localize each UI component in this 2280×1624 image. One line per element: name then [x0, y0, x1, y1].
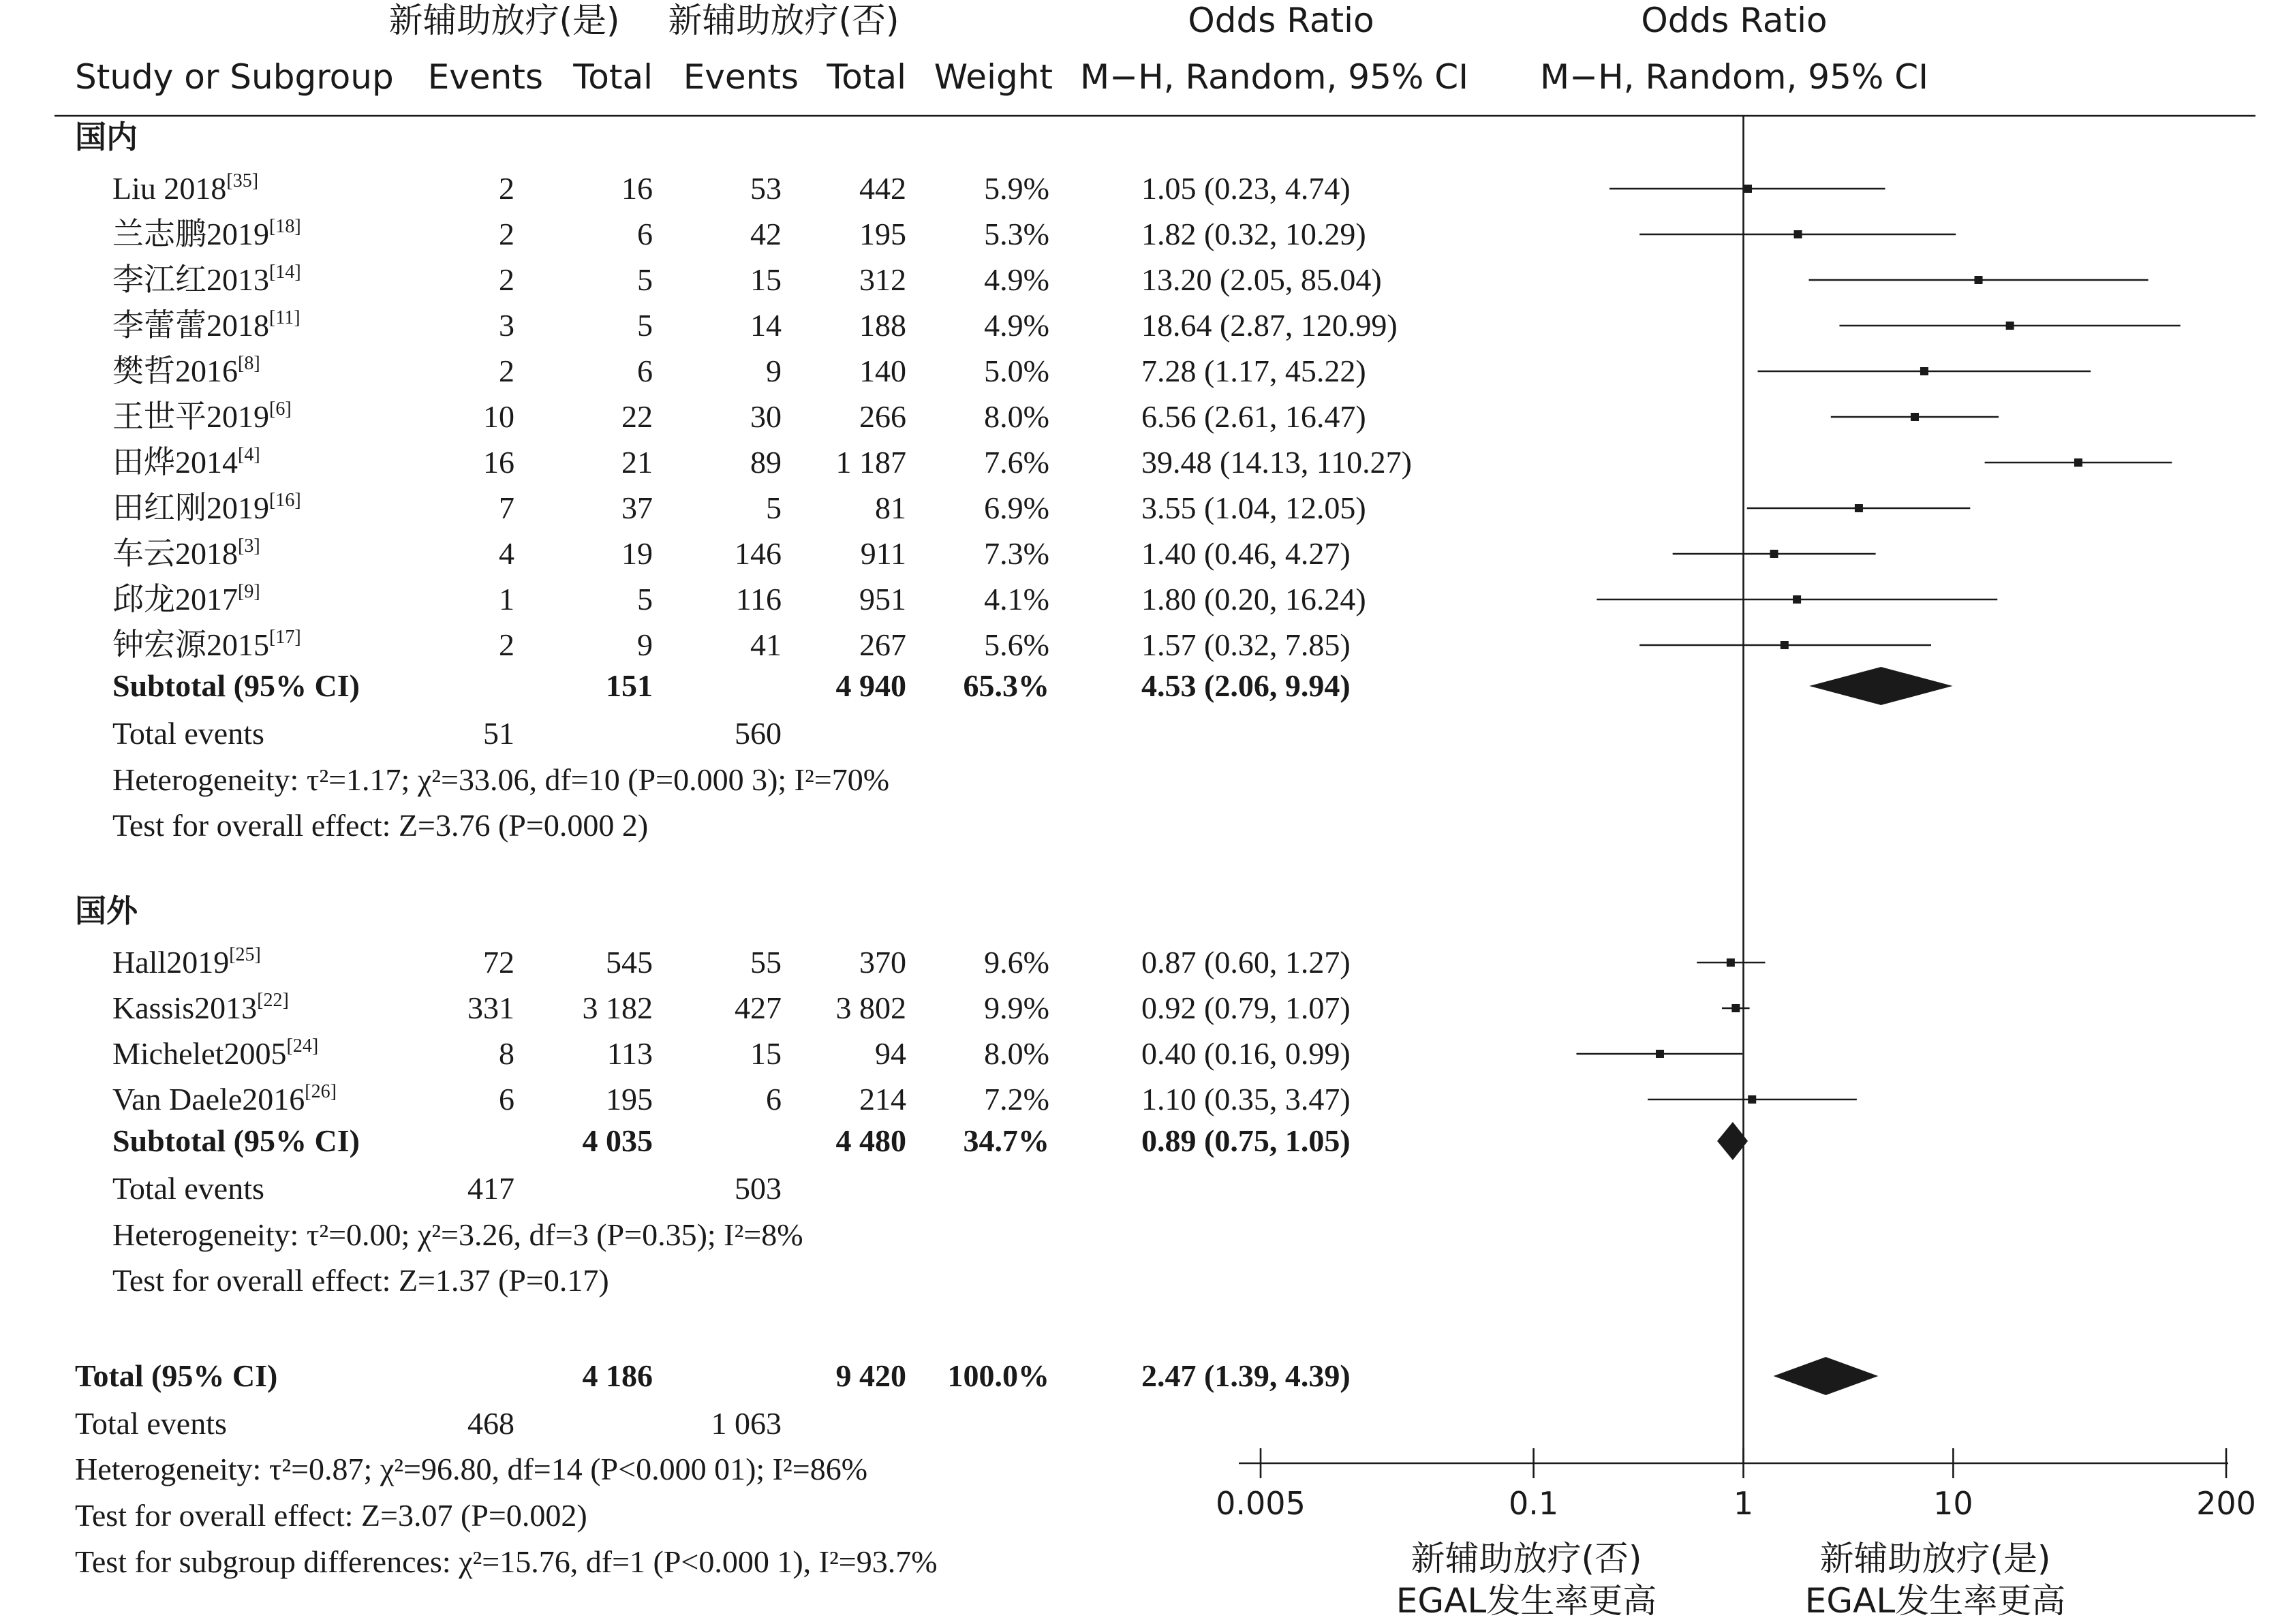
- header-group-yes: 新辅助放疗(是): [388, 1, 620, 40]
- study-row-13: [112, 1035, 1742, 1071]
- subgroup-heading: 国内: [75, 119, 138, 155]
- cell-e1: 2: [499, 171, 514, 206]
- study-label: [112, 399, 292, 434]
- summary-or-ci: 4.53 (2.06, 9.94): [1141, 668, 1351, 703]
- cell-t2: 442: [859, 171, 906, 206]
- summary-label: Subtotal (95% CI): [112, 668, 360, 703]
- favours-right-label: EGAL发生率更高: [1804, 1581, 2066, 1621]
- cell-t2: 266: [859, 399, 906, 434]
- cell-or-ci: 1.10 (0.35, 3.47): [1141, 1082, 1351, 1116]
- cell-t1: 6: [637, 354, 653, 388]
- study-label: [112, 990, 289, 1025]
- cell-weight: 9.6%: [984, 945, 1049, 980]
- cell-e1: 3: [499, 308, 514, 343]
- study-ref: [11]: [269, 307, 301, 328]
- study-row-9: [112, 581, 1997, 616]
- study-name: Michelet2005: [112, 1036, 287, 1071]
- favours-right-label: 新辅助放疗(是): [1819, 1539, 2051, 1578]
- subgroup-heading: 国外: [75, 892, 138, 929]
- cell-t2: 370: [859, 945, 906, 980]
- study-ref: [4]: [238, 444, 260, 465]
- study-name: 田烨2014: [112, 445, 238, 480]
- overall-total-row: [75, 1357, 1878, 1395]
- study-name: 兰志鹏2019: [112, 217, 269, 251]
- cell-t2: 81: [875, 490, 906, 525]
- study-label: [112, 1081, 337, 1116]
- cell-t1: 37: [621, 490, 653, 525]
- study-name: 王世平2019: [112, 399, 269, 434]
- study-name: 李蕾蕾2018: [112, 308, 269, 343]
- summary-weight: 65.3%: [963, 668, 1049, 703]
- cell-e2: 41: [750, 627, 782, 662]
- header-col-weight: Weight: [934, 57, 1053, 97]
- header-col-events-no: Events: [683, 57, 799, 97]
- favours-left-label: EGAL发生率更高: [1396, 1581, 1657, 1621]
- study-name: 李江红2013: [112, 262, 269, 297]
- study-row-6: [112, 444, 2172, 480]
- cell-or-ci: 1.57 (0.32, 7.85): [1141, 627, 1351, 662]
- or-point-marker: [1920, 367, 1928, 375]
- subgroup-difference-text: Test for subgroup differences: χ²=15.76, df=1 (P<0.000 1), I²=93.7%: [75, 1544, 938, 1579]
- cell-e1: 331: [467, 990, 514, 1025]
- total-events-no: 503: [735, 1171, 782, 1206]
- cell-weight: 6.9%: [984, 490, 1049, 525]
- study-name: 车云2018: [112, 536, 238, 571]
- summary-diamond: [1774, 1357, 1879, 1395]
- or-point-marker: [2074, 458, 2082, 467]
- cell-weight: 9.9%: [984, 990, 1049, 1025]
- cell-e2: 42: [750, 217, 782, 251]
- cell-t2: 312: [859, 262, 906, 297]
- subtotal-row: [112, 1122, 1748, 1160]
- cell-e1: 10: [483, 399, 514, 434]
- cell-e1: 7: [499, 490, 514, 525]
- cell-e2: 30: [750, 399, 782, 434]
- cell-e2: 116: [735, 582, 782, 616]
- summary-weight: 100.0%: [947, 1358, 1049, 1393]
- cell-t2: 94: [875, 1036, 906, 1071]
- study-ref: [24]: [286, 1035, 319, 1057]
- header-or-title: Odds Ratio: [1188, 1, 1374, 40]
- cell-e2: 14: [750, 308, 782, 343]
- cell-e1: 8: [499, 1036, 514, 1071]
- cell-e1: 1: [499, 582, 514, 616]
- study-ref: [6]: [269, 399, 292, 420]
- cell-weight: 7.3%: [984, 536, 1049, 571]
- cell-t2: 267: [859, 627, 906, 662]
- study-label: [112, 307, 301, 343]
- cell-weight: 5.6%: [984, 627, 1049, 662]
- overall-effect-text: Test for overall effect: Z=1.37 (P=0.17): [112, 1263, 609, 1298]
- overall-heterogeneity-text: Heterogeneity: τ²=0.87; χ²=96.80, df=14 (P<0.000 01); I²=86%: [75, 1452, 868, 1486]
- cell-weight: 7.2%: [984, 1082, 1049, 1116]
- cell-e1: 4: [499, 536, 514, 571]
- cell-or-ci: 1.40 (0.46, 4.27): [1141, 536, 1351, 571]
- study-row-14: [112, 1081, 1857, 1116]
- cell-e1: 2: [499, 262, 514, 297]
- overall-effect-text: Test for overall effect: Z=3.76 (P=0.000 2): [112, 808, 649, 843]
- cell-e2: 146: [735, 536, 782, 571]
- cell-t1: 3 182: [582, 990, 653, 1025]
- or-point-marker: [1975, 276, 1983, 284]
- cell-or-ci: 6.56 (2.61, 16.47): [1141, 399, 1366, 434]
- study-ref: [26]: [305, 1081, 337, 1102]
- study-name: 樊哲2016: [112, 354, 238, 388]
- study-name: Liu 2018: [112, 171, 227, 206]
- study-label: [112, 944, 261, 980]
- summary-or-ci: 2.47 (1.39, 4.39): [1141, 1358, 1351, 1393]
- study-label: [112, 490, 301, 525]
- header-col-total-no: Total: [827, 57, 906, 97]
- summary-t1: 4 035: [582, 1123, 653, 1158]
- or-point-marker: [1727, 958, 1735, 967]
- cell-or-ci: 3.55 (1.04, 12.05): [1141, 490, 1366, 525]
- study-row-1: [112, 216, 1956, 251]
- x-tick-label: 0.1: [1509, 1485, 1559, 1522]
- cell-t1: 6: [637, 217, 653, 251]
- study-label: [112, 1035, 318, 1071]
- cell-t2: 195: [859, 217, 906, 251]
- study-row-7: [112, 490, 1970, 525]
- cell-e1: 2: [499, 627, 514, 662]
- cell-e1: 2: [499, 354, 514, 388]
- cell-e2: 427: [735, 990, 782, 1025]
- summary-t2: 4 480: [835, 1123, 906, 1158]
- study-ref: [3]: [238, 535, 260, 557]
- cell-t2: 140: [859, 354, 906, 388]
- or-point-marker: [1911, 413, 1919, 421]
- x-tick-label: 0.005: [1216, 1485, 1306, 1522]
- x-tick-label: 200: [2196, 1485, 2256, 1522]
- total-events-yes: 417: [467, 1171, 514, 1206]
- cell-or-ci: 0.92 (0.79, 1.07): [1141, 990, 1351, 1025]
- cell-t1: 545: [606, 945, 653, 980]
- cell-weight: 4.9%: [984, 308, 1049, 343]
- cell-weight: 5.0%: [984, 354, 1049, 388]
- header-col-mh: M−H, Random, 95% CI: [1080, 57, 1468, 97]
- heterogeneity-text: Heterogeneity: τ²=0.00; χ²=3.26, df=3 (P=0.35); I²=8%: [112, 1217, 803, 1252]
- summary-diamond: [1809, 667, 1952, 705]
- cell-e1: 6: [499, 1082, 514, 1116]
- study-row-11: [112, 944, 1765, 980]
- total-events-row: [112, 1171, 782, 1206]
- study-name: 钟宏源2015: [112, 627, 269, 662]
- cell-t1: 113: [606, 1036, 653, 1071]
- study-row-4: [112, 353, 2091, 388]
- study-label: [112, 216, 301, 251]
- study-label: [112, 627, 301, 662]
- study-ref: [35]: [226, 170, 259, 191]
- study-label: [112, 170, 258, 206]
- header-plot-title: Odds Ratio: [1641, 1, 1828, 40]
- study-label: [112, 353, 260, 388]
- favours-left-label: 新辅助放疗(否): [1411, 1539, 1642, 1578]
- summary-t2: 9 420: [835, 1358, 906, 1393]
- cell-t2: 3 802: [835, 990, 906, 1025]
- total-events-row: [112, 716, 782, 751]
- cell-or-ci: 1.80 (0.20, 16.24): [1141, 582, 1366, 616]
- total-events-yes: 51: [483, 716, 514, 751]
- cell-e2: 15: [750, 1036, 782, 1071]
- study-row-3: [112, 307, 2181, 343]
- cell-or-ci: 18.64 (2.87, 120.99): [1141, 308, 1398, 343]
- summary-t1: 4 186: [582, 1358, 653, 1393]
- cell-or-ci: 1.05 (0.23, 4.74): [1141, 171, 1351, 206]
- cell-e2: 89: [750, 445, 782, 480]
- or-point-marker: [1794, 230, 1802, 238]
- cell-weight: 8.0%: [984, 1036, 1049, 1071]
- cell-or-ci: 39.48 (14.13, 110.27): [1141, 445, 1412, 480]
- summary-label: Total (95% CI): [75, 1358, 278, 1393]
- header-plot-mh: M−H, Random, 95% CI: [1540, 57, 1928, 97]
- cell-t1: 22: [621, 399, 653, 434]
- cell-t1: 195: [606, 1082, 653, 1116]
- or-point-marker: [1781, 641, 1789, 649]
- or-point-marker: [1731, 1004, 1740, 1012]
- study-label: [112, 535, 260, 571]
- study-name: Hall2019: [112, 945, 230, 980]
- study-row-5: [112, 399, 1999, 434]
- cell-t2: 951: [859, 582, 906, 616]
- total-events-no: 560: [735, 716, 782, 751]
- total-events-label: Total events: [112, 716, 264, 751]
- or-point-marker: [2006, 322, 2014, 330]
- cell-t2: 188: [859, 308, 906, 343]
- study-ref: [9]: [238, 581, 260, 602]
- header-group-no: 新辅助放疗(否): [668, 1, 899, 40]
- header-col-events-yes: Events: [427, 57, 543, 97]
- total-events-no: 1 063: [711, 1406, 782, 1441]
- cell-weight: 7.6%: [984, 445, 1049, 480]
- cell-t2: 1 187: [835, 445, 906, 480]
- cell-e2: 9: [766, 354, 782, 388]
- cell-e2: 6: [766, 1082, 782, 1116]
- cell-weight: 5.3%: [984, 217, 1049, 251]
- study-label: [112, 444, 260, 480]
- or-point-marker: [1855, 504, 1863, 512]
- total-events-label: Total events: [75, 1406, 227, 1441]
- cell-or-ci: 0.40 (0.16, 0.99): [1141, 1036, 1351, 1071]
- cell-t1: 5: [637, 308, 653, 343]
- summary-label: Subtotal (95% CI): [112, 1123, 360, 1158]
- cell-t2: 214: [859, 1082, 906, 1116]
- study-row-12: [112, 990, 1750, 1025]
- subtotal-row: [112, 667, 1953, 705]
- study-ref: [17]: [269, 627, 301, 648]
- cell-weight: 4.1%: [984, 582, 1049, 616]
- cell-weight: 4.9%: [984, 262, 1049, 297]
- total-events-yes: 468: [467, 1406, 514, 1441]
- cell-e2: 15: [750, 262, 782, 297]
- cell-weight: 5.9%: [984, 171, 1049, 206]
- heterogeneity-text: Heterogeneity: τ²=1.17; χ²=33.06, df=10 (P=0.000 3); I²=70%: [112, 762, 890, 797]
- study-row-2: [112, 262, 2148, 297]
- study-name: Van Daele2016: [112, 1082, 305, 1116]
- cell-or-ci: 0.87 (0.60, 1.27): [1141, 945, 1351, 980]
- study-ref: [8]: [238, 353, 260, 374]
- cell-or-ci: 7.28 (1.17, 45.22): [1141, 354, 1366, 388]
- or-point-marker: [1770, 550, 1778, 558]
- cell-t1: 21: [621, 445, 653, 480]
- overall-total-events-row: [75, 1406, 782, 1441]
- x-tick-label: 10: [1933, 1485, 1973, 1522]
- study-ref: [14]: [269, 262, 301, 283]
- study-label: [112, 581, 260, 616]
- cell-e2: 53: [750, 171, 782, 206]
- summary-or-ci: 0.89 (0.75, 1.05): [1141, 1123, 1351, 1158]
- cell-e1: 2: [499, 217, 514, 251]
- header-col-study: Study or Subgroup: [75, 57, 394, 97]
- cell-or-ci: 13.20 (2.05, 85.04): [1141, 262, 1382, 297]
- study-ref: [25]: [229, 944, 261, 965]
- study-ref: [18]: [269, 216, 301, 237]
- study-label: [112, 262, 301, 297]
- study-row-10: [112, 627, 1931, 662]
- total-events-label: Total events: [112, 1171, 264, 1206]
- header-col-total-yes: Total: [573, 57, 653, 97]
- study-ref: [22]: [257, 990, 289, 1011]
- cell-e2: 5: [766, 490, 782, 525]
- study-ref: [16]: [269, 490, 301, 511]
- study-row-8: [112, 535, 1876, 571]
- cell-t1: 19: [621, 536, 653, 571]
- cell-weight: 8.0%: [984, 399, 1049, 434]
- or-point-marker: [1656, 1050, 1664, 1058]
- cell-t1: 5: [637, 582, 653, 616]
- cell-e1: 72: [483, 945, 514, 980]
- summary-weight: 34.7%: [963, 1123, 1049, 1158]
- or-point-marker: [1744, 185, 1752, 193]
- x-tick-label: 1: [1733, 1485, 1754, 1522]
- or-point-marker: [1793, 595, 1801, 604]
- or-point-marker: [1748, 1095, 1756, 1104]
- study-name: 田红刚2019: [112, 490, 269, 525]
- overall-effect-text: Test for overall effect: Z=3.07 (P=0.002): [75, 1498, 587, 1533]
- cell-t1: 16: [621, 171, 653, 206]
- cell-or-ci: 1.82 (0.32, 10.29): [1141, 217, 1366, 251]
- summary-t2: 4 940: [835, 668, 906, 703]
- summary-t1: 151: [606, 668, 653, 703]
- cell-t1: 9: [637, 627, 653, 662]
- cell-e1: 16: [483, 445, 514, 480]
- cell-e2: 55: [750, 945, 782, 980]
- study-name: Kassis2013: [112, 990, 258, 1025]
- cell-t2: 911: [860, 536, 906, 571]
- cell-t1: 5: [637, 262, 653, 297]
- study-name: 邱龙2017: [112, 582, 238, 616]
- study-row-0: [112, 170, 1885, 206]
